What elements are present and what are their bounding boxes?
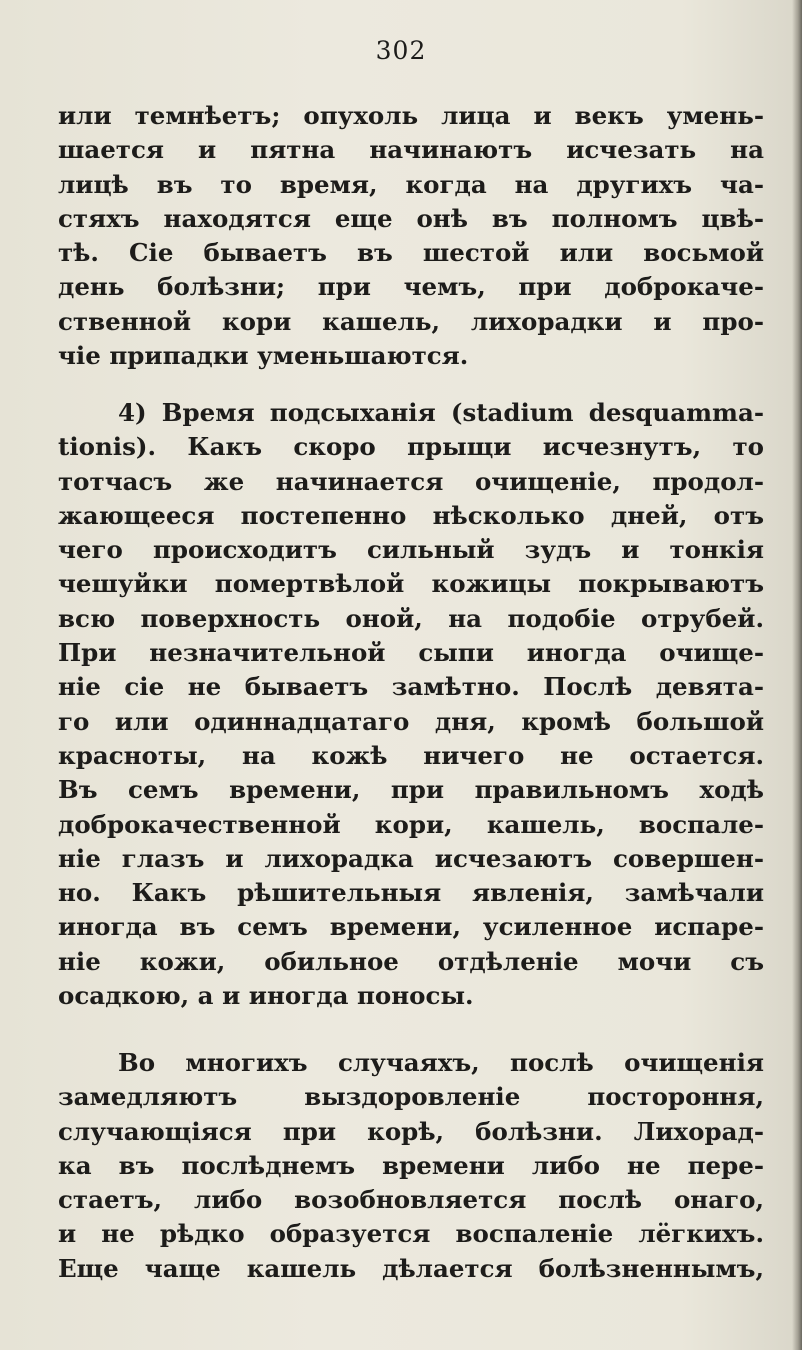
text-line: tionis). Какъ скоро прыщи исчезнутъ, то bbox=[58, 432, 764, 462]
page-number: 302 bbox=[375, 36, 427, 65]
text-line: чіе припадки уменьшаются. bbox=[58, 341, 469, 371]
text-line: ка въ послѣднемъ времени либо не пере- bbox=[58, 1150, 764, 1180]
text-line: лицѣ въ то время, когда на другихъ ча- bbox=[58, 169, 764, 199]
text-line: Во многихъ случаяхъ, послѣ очищенія bbox=[118, 1048, 764, 1077]
text-line: день болѣзни; при чемъ, при доброкаче- bbox=[58, 272, 764, 302]
text-line: случающіяся при корѣ, болѣзни. Лихорад- bbox=[58, 1116, 764, 1146]
text-line: но. Какъ рѣшительныя явленія, замѣчали bbox=[58, 878, 764, 908]
text-line: го или одиннадцатаго дня, кромѣ большой bbox=[58, 706, 764, 736]
paragraph-3 bbox=[58, 1046, 764, 1286]
text-line: доброкачественной кори, кашель, воспале- bbox=[58, 809, 764, 839]
text-line: красноты, на кожѣ ничего не остается. bbox=[58, 740, 764, 770]
text-line: чешуйки помертвѣлой кожицы покрываютъ bbox=[58, 569, 764, 599]
text-line: замедляютъ выздоровленіе постороння, bbox=[58, 1082, 764, 1112]
text-line: 4) Время подсыханія (stadium desquamma- bbox=[118, 398, 764, 427]
text-line: ственной кори кашель, лихорадки и про- bbox=[58, 306, 764, 336]
text-line: шается и пятна начинаютъ исчезать на bbox=[58, 135, 764, 165]
text-line: осадкою, а и иногда поносы. bbox=[58, 981, 474, 1011]
page-edge-shadow bbox=[792, 0, 802, 1350]
text-line: всю поверхность оной, на подобіе отрубей. bbox=[58, 603, 764, 633]
text-line: ніе кожи, обильное отдѣленіе мочи съ bbox=[58, 946, 764, 976]
text-line: и не рѣдко образуется воспаленіе лёгкихъ. bbox=[58, 1219, 764, 1249]
text-line: Въ семъ времени, при правильномъ ходѣ bbox=[58, 775, 764, 805]
text-line: Еще чаще кашель дѣлается болѣзненнымъ, bbox=[58, 1253, 764, 1283]
text-line: тѣ. Сіе бываетъ въ шестой или восьмой bbox=[58, 238, 764, 268]
paragraph-2 bbox=[58, 396, 764, 1013]
text-line: При незначительной сыпи иногда очище- bbox=[58, 638, 764, 668]
text-line: стаетъ, либо возобновляется послѣ онаго, bbox=[58, 1185, 764, 1215]
text-line: или темнѣетъ; опухоль лица и векъ умень- bbox=[58, 101, 764, 130]
text-line: иногда въ семъ времени, усиленное испаре- bbox=[58, 912, 764, 942]
text-line: стяхъ находятся еще онѣ въ полномъ цвѣ- bbox=[58, 203, 764, 233]
text-line: тотчасъ же начинается очищеніе, продол- bbox=[58, 466, 764, 496]
text-line: жающееся постепенно нѣсколько дней, отъ bbox=[58, 500, 764, 530]
paragraph-1 bbox=[58, 99, 764, 373]
text-line: ніе сіе не бываетъ замѣтно. Послѣ девята- bbox=[58, 672, 764, 702]
text-line: чего происходитъ сильный зудъ и тонкія bbox=[58, 535, 764, 565]
text-line: ніе глазъ и лихорадка исчезаютъ совершен- bbox=[58, 843, 764, 873]
